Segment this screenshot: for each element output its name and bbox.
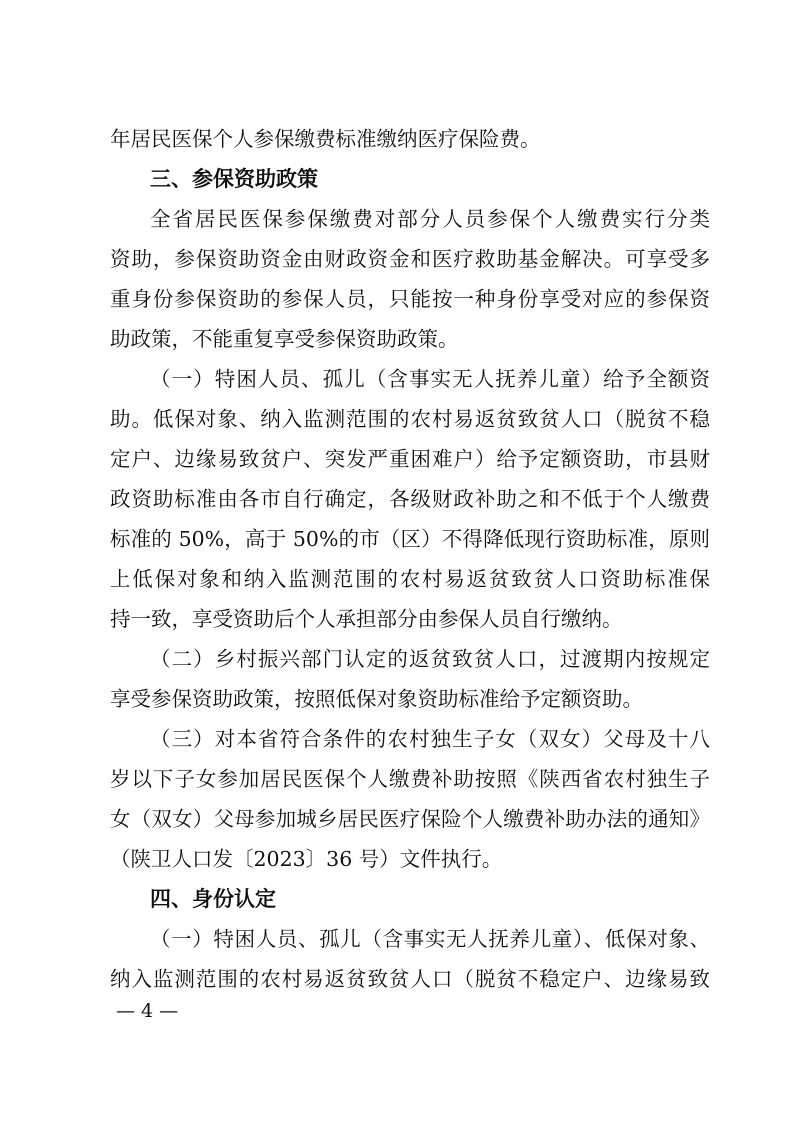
body-text-line: 助政策，不能重复享受参保资助政策。 — [110, 327, 459, 351]
body-text-line: 资助，参保资助资金由财政资金和医疗救助基金解决。可享受多 — [110, 247, 710, 271]
body-text-line: 上低保对象和纳入监测范围的农村易返贫致贫人口资助标准保 — [110, 567, 710, 591]
body-text-line: 年居民医保个人参保缴费标准缴纳医疗保险费。 — [110, 127, 541, 151]
body-text-line: 女（双女）父母参加城乡居民医疗保险个人缴费补助办法的通知》 — [110, 807, 710, 831]
section-heading: 三、参保资助政策 — [150, 167, 318, 191]
body-text-line: （三）对本省符合条件的农村独生子女（双女）父母及十八 — [150, 727, 710, 751]
body-text-line: 全省居民医保参保缴费对部分人员参保个人缴费实行分类 — [150, 207, 710, 231]
body-text-line: 标准的 50%，高于 50%的市（区）不得降低现行资助标准，原则 — [110, 527, 710, 551]
body-text-line: 重身份参保资助的参保人员，只能按一种身份享受对应的参保资 — [110, 287, 710, 311]
body-text-line: （二）乡村振兴部门认定的返贫致贫人口，过渡期内按规定 — [150, 647, 710, 671]
body-text-line: 政资助标准由各市自行确定，各级财政补助之和不低于个人缴费 — [110, 487, 710, 511]
body-text-line: （陕卫人口发〔2023〕36 号）文件执行。 — [110, 847, 503, 871]
body-text-line: 纳入监测范围的农村易返贫致贫人口（脱贫不稳定户、边缘易致 — [110, 967, 710, 991]
body-text-line: （一）特困人员、孤儿（含事实无人抚养儿童）、低保对象、 — [150, 927, 710, 951]
body-text-line: 岁以下子女参加居民医保个人缴费补助按照《陕西省农村独生子 — [110, 767, 710, 791]
body-text-line: 定户、边缘易致贫户、突发严重困难户）给予定额资助，市县财 — [110, 447, 710, 471]
page-number: — 4 — — [116, 1000, 179, 1022]
body-text-line: 享受参保资助政策，按照低保对象资助标准给予定额资助。 — [110, 687, 643, 711]
body-text-line: 助。低保对象、纳入监测范围的农村易返贫致贫人口（脱贫不稳 — [110, 407, 710, 431]
body-text-line: 持一致，享受资助后个人承担部分由参保人员自行缴纳。 — [110, 607, 623, 631]
body-text-line: （一）特困人员、孤儿（含事实无人抚养儿童）给予全额资 — [150, 367, 710, 391]
section-heading: 四、身份认定 — [150, 887, 276, 911]
